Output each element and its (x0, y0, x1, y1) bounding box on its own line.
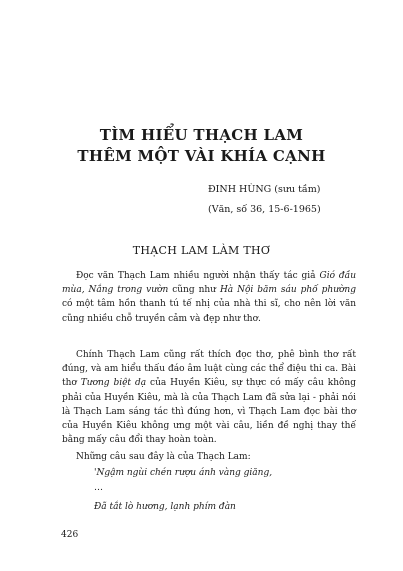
article-title-line-1: TÌM HIỂU THẠCH LAM (99, 126, 304, 144)
paragraph-1-text-a: Đọc văn Thạch Lam nhiều người nhận thấy tác giả (76, 271, 320, 281)
poem-title-tuong-biet-da: Tương biệt dạ (80, 378, 147, 389)
poem-ellipsis: … (94, 483, 103, 493)
book-title-ha-noi: Hà Nội băm sáu phố phường (219, 285, 356, 296)
author-credit: ĐINH HÙNG (sưu tầm) (208, 184, 321, 195)
source-citation: (Văn, số 36, 15-6-1965) (208, 204, 321, 215)
book-title-gio-dau-mua: Gió đầu mùa, Nắng trong vườn (62, 271, 356, 296)
paragraph-1-text-e: có một tâm hồn thanh tú tế nhị của nhà thi sĩ, cho nên lời văn cũng nhiều chỗ truyền cảm và đẹp như thơ. (62, 299, 356, 324)
paragraph-3: Những câu sau đây là của Thạch Lam: (76, 452, 251, 462)
paragraph-2 (62, 348, 356, 447)
paragraph-2-text-c: của Huyền Kiêu, sự thực có mấy câu không phải của Huyền Kiêu, mà là của Thạch Lam đã sửa lại - phải nói là Thạch Lam sáng tác thì đúng hơn, vì Thạch Lam đọc bài thơ của Huyền Kiêu không ưng một vài câu, liền đề nghị thay thế bằng mấy câu đổi thay hoàn toàn. (62, 378, 356, 446)
paragraph-1-text-c: cũng như (168, 285, 220, 296)
paragraph-1 (62, 269, 356, 326)
poem-line-2: Đã tắt lò hương, lạnh phím đàn (94, 502, 236, 512)
paragraph-2-text-a: Chính Thạch Lam cũng rất thích đọc thơ, phê bình thơ rất đúng, và am hiểu thấu đáo âm luật cùng các thể điệu thi ca. Bài thơ (62, 350, 356, 389)
article-title-line-2: THÊM MỘT VÀI KHÍA CẠNH (77, 147, 326, 165)
section-heading: THẠCH LAM LÀM THƠ (132, 244, 271, 257)
page-number: 426 (61, 530, 79, 540)
poem-line-1: 'Ngậm ngùi chén rượu ánh vàng giăng, (94, 468, 273, 478)
